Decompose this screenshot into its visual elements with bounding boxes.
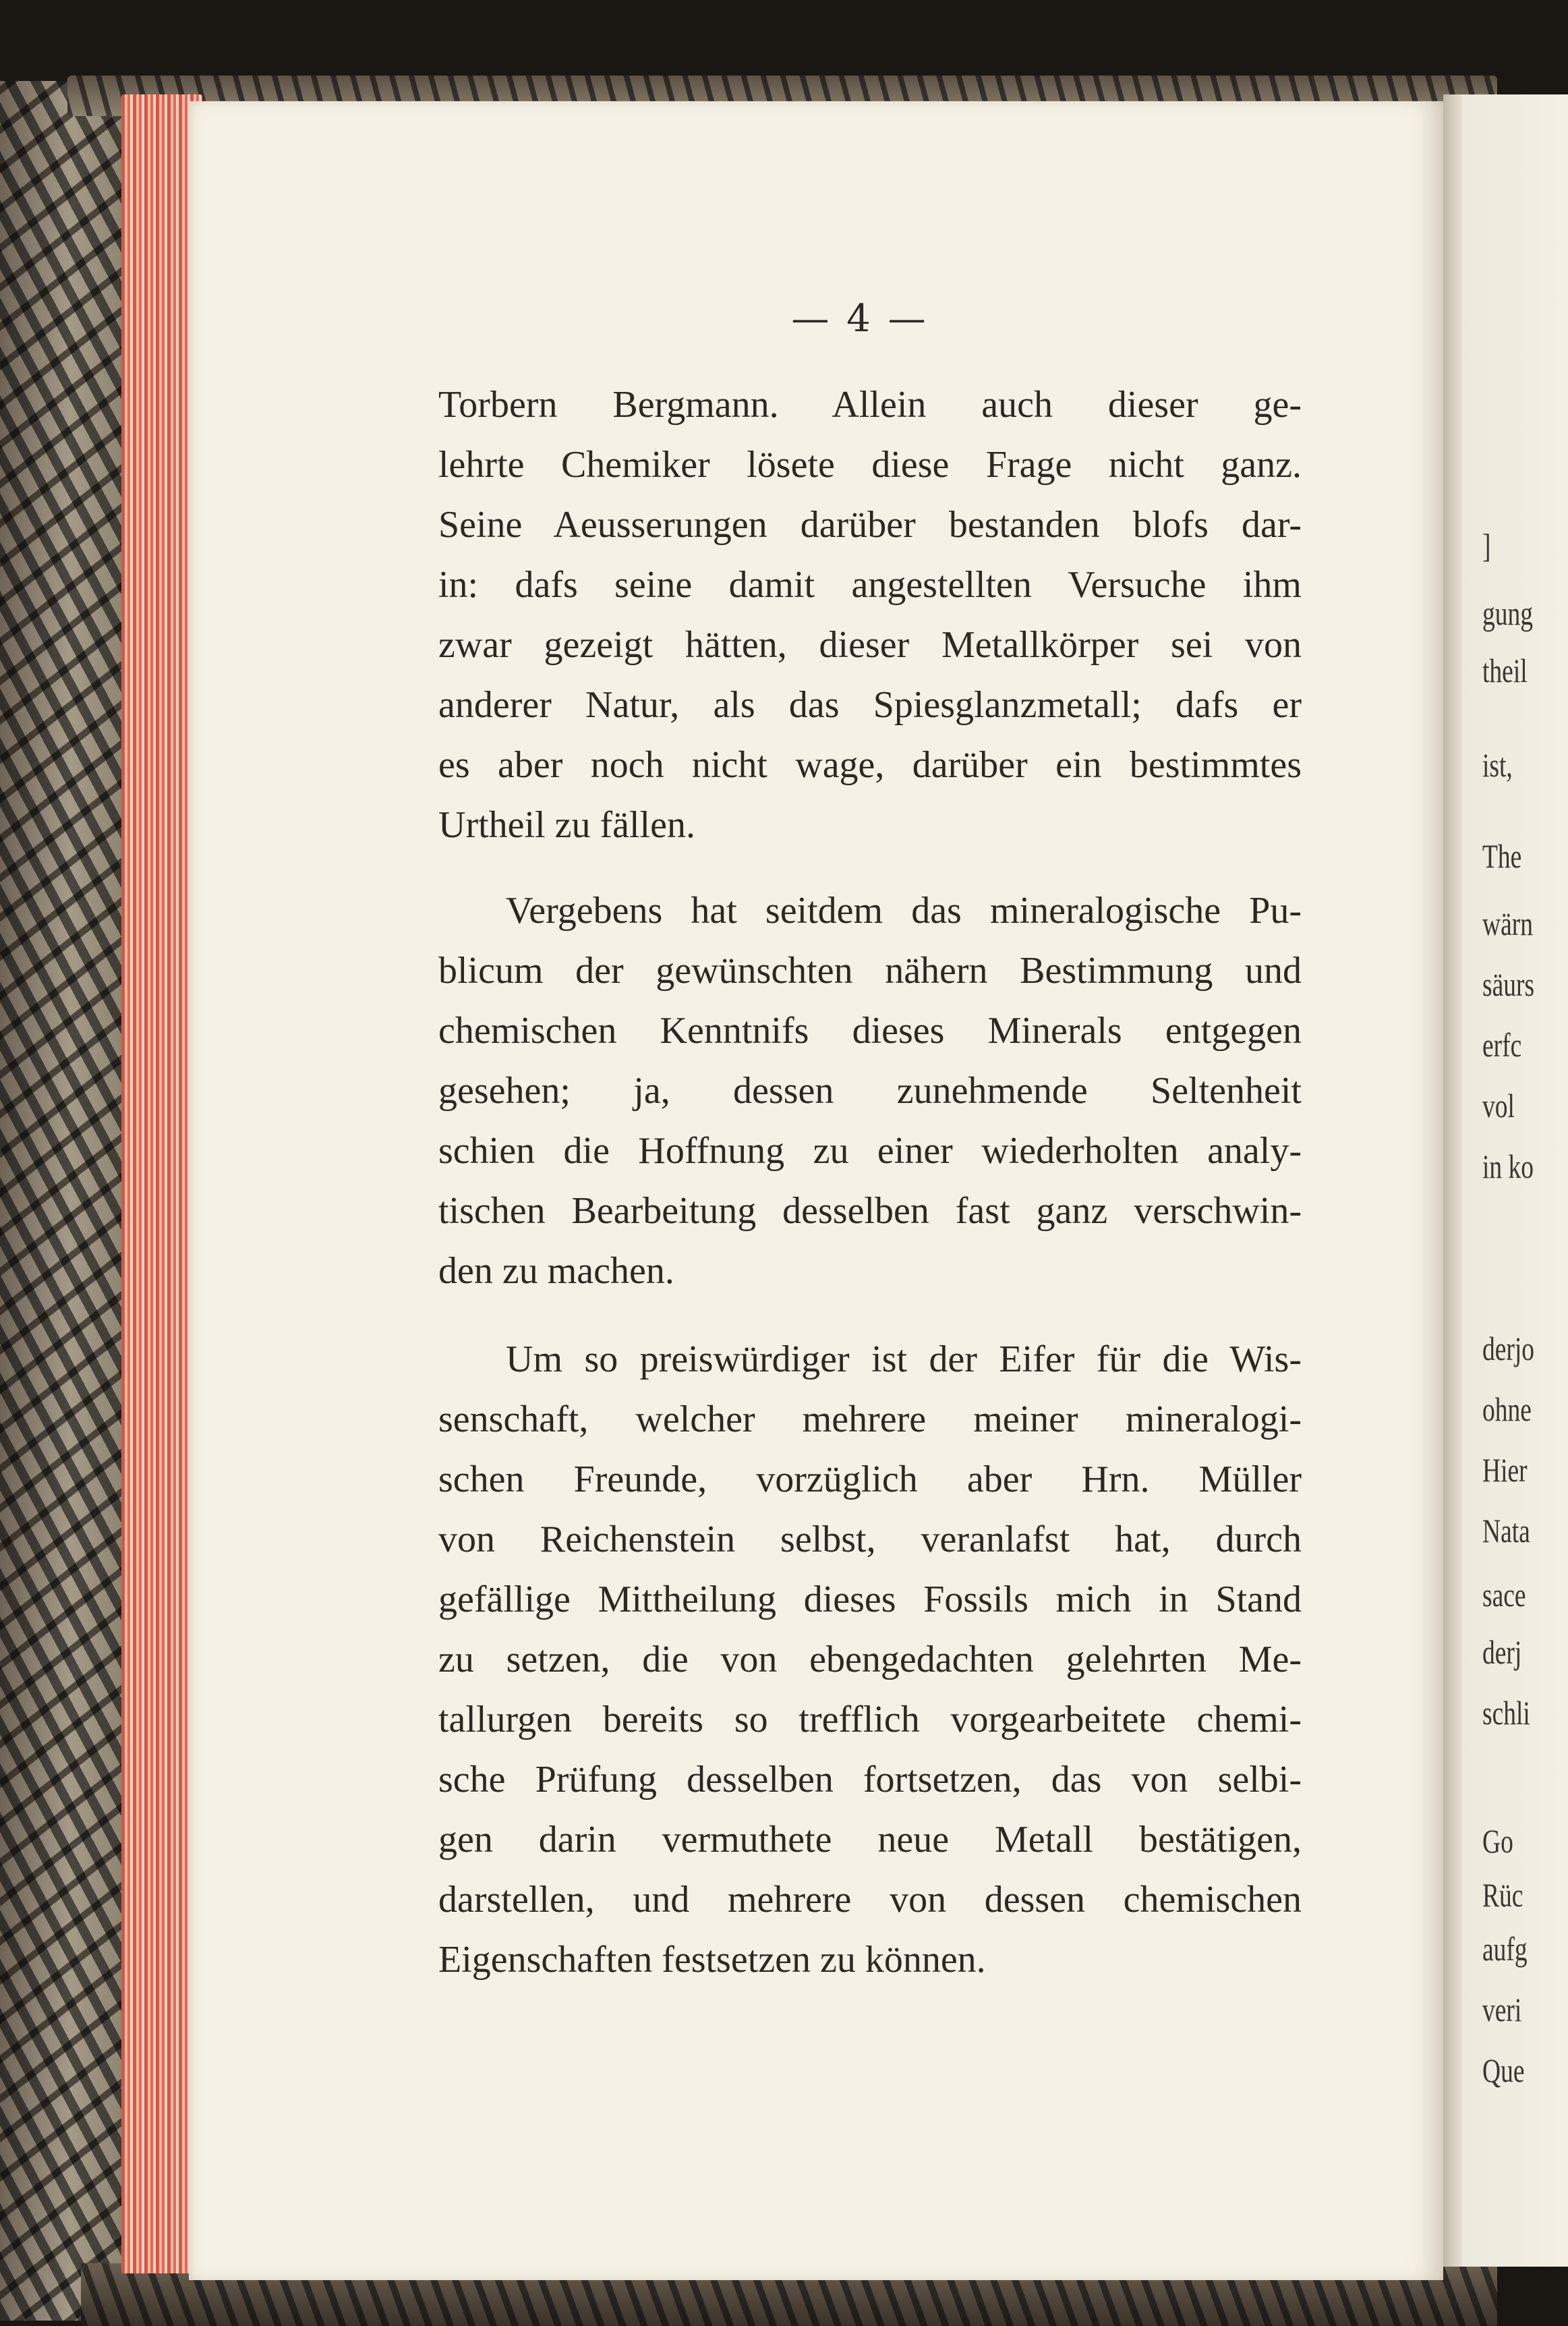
facing-page-word: Nata xyxy=(1482,1512,1530,1550)
facing-page-word: schli xyxy=(1482,1694,1530,1732)
facing-page-word: aufg xyxy=(1482,1930,1528,1968)
text-line: Seine Aeusserungen darüber bestanden blofs dar- xyxy=(438,504,1302,546)
text-line: es aber noch nicht wage, darüber ein bestimmtes xyxy=(438,744,1302,786)
gutter-shadow xyxy=(1443,94,1462,2267)
facing-page-word: Que xyxy=(1482,2051,1525,2089)
text-line: Urtheil zu fällen. xyxy=(438,804,695,846)
facing-page-word: gung xyxy=(1482,594,1533,632)
text-line: zu setzen, die von ebengedachten gelehrten Me- xyxy=(438,1639,1302,1680)
facing-page-word: Go xyxy=(1482,1822,1513,1860)
page-header: — 4 — xyxy=(791,297,929,341)
facing-page-word: Hier xyxy=(1482,1451,1528,1489)
facing-page-fragment xyxy=(1443,94,1568,2267)
text-line: Um so preiswürdiger ist der Eifer für die Wis- xyxy=(506,1338,1302,1380)
facing-page-word: sace xyxy=(1482,1576,1526,1614)
text-line: lehrte Chemiker lösete diese Frage nicht ganz. xyxy=(438,444,1302,486)
text-line: gefällige Mittheilung dieses Fossils mich in Stand xyxy=(438,1579,1302,1620)
text-line: gesehen; ja, dessen zunehmende Seltenheit xyxy=(438,1070,1302,1112)
text-line: Eigenschaften festsetzen zu können. xyxy=(438,1939,986,1981)
text-line: anderer Natur, als das Spiesglanzmetall; dafs er xyxy=(438,684,1302,726)
text-line: in: dafs seine damit angestellten Versuche ihm xyxy=(438,564,1302,606)
facing-page-word: The xyxy=(1482,837,1522,875)
facing-page-word: säurs xyxy=(1482,965,1535,1003)
facing-page-word: ] xyxy=(1482,527,1491,565)
facing-page-word: ohne xyxy=(1482,1390,1532,1428)
facing-page-word: Rüc xyxy=(1482,1876,1523,1914)
text-line: senschaft, welcher mehrere meiner mineralogi- xyxy=(438,1398,1302,1440)
text-line: tallurgen bereits so trefflich vorgearbeitete chemi- xyxy=(438,1699,1302,1740)
facing-page-word: vol xyxy=(1482,1087,1515,1125)
text-line: sche Prüfung desselben fortsetzen, das von selbi- xyxy=(438,1759,1302,1800)
text-line: Torbern Bergmann. Allein auch dieser ge- xyxy=(438,384,1302,426)
facing-page-word: derj xyxy=(1482,1633,1522,1671)
facing-page-word: in ko xyxy=(1482,1147,1534,1185)
text-line: von Reichenstein selbst, veranlafst hat, durch xyxy=(438,1519,1302,1560)
facing-page-word: ist, xyxy=(1482,746,1513,784)
text-line: den zu machen. xyxy=(438,1250,674,1292)
text-line: schen Freunde, vorzüglich aber Hrn. Müller xyxy=(438,1458,1302,1500)
text-line: schien die Hoffnung zu einer wiederholten analy- xyxy=(438,1130,1302,1172)
facing-page-word: derjo xyxy=(1482,1330,1535,1367)
facing-page-word: wärn xyxy=(1482,905,1533,942)
text-line: darstellen, und mehrere von dessen chemischen xyxy=(438,1879,1302,1921)
text-line: blicum der gewünschten nähern Bestimmung und xyxy=(438,950,1302,992)
text-line: gen darin vermuthete neue Metall bestätigen, xyxy=(438,1819,1302,1861)
text-line: Vergebens hat seitdem das mineralogische Pu- xyxy=(506,890,1302,932)
text-line: tischen Bearbeitung desselben fast ganz verschwin- xyxy=(438,1190,1302,1232)
text-line: chemischen Kenntnifs dieses Minerals entgegen xyxy=(438,1010,1302,1052)
facing-page-word: theil xyxy=(1482,652,1528,689)
facing-page-word: veri xyxy=(1482,1991,1522,2029)
text-line: zwar gezeigt hätten, dieser Metallkörper sei von xyxy=(438,624,1302,666)
facing-page-word: erfc xyxy=(1482,1026,1522,1064)
